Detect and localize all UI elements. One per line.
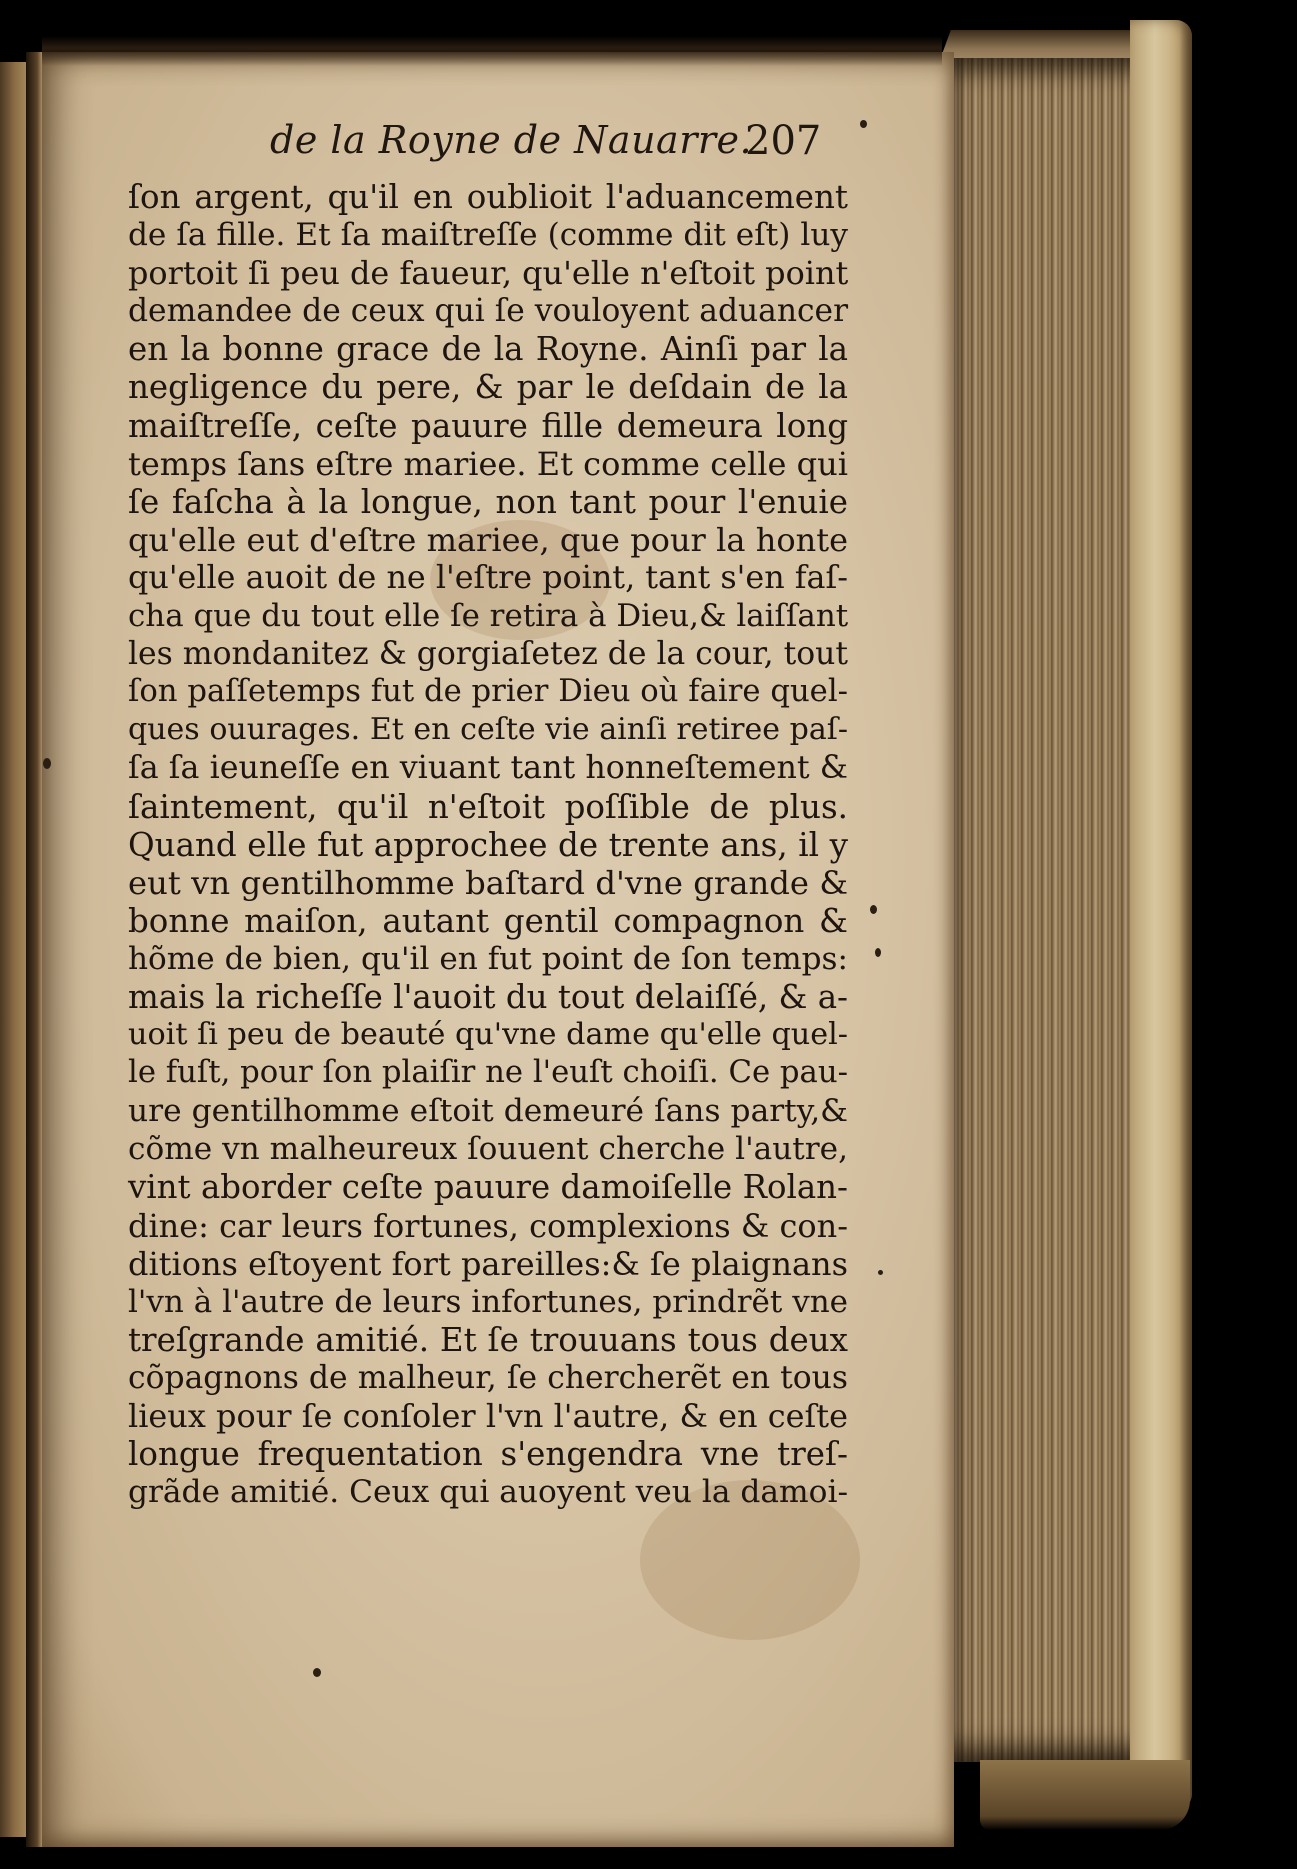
book-cover-board [1130,20,1192,1810]
text-line: le fuſt, pour ſon plaiſir ne l'euſt choiſi. Ce pau- [128,1055,848,1091]
text-line: cha que du tout elle ſe retira à Dieu,& laiſſant [128,598,849,635]
text-line: ſon argent, qu'il en oublioit l'aduancement [128,178,848,216]
text-line: qu'elle auoit de ne l'eſtre point, tant s'en faſ- [128,558,848,596]
text-line: ſaintement, qu'il n'eſtoit poſſible de plus. [128,787,848,826]
text-line: ure gentilhomme eſtoit demeuré ſans party,& [128,1093,848,1130]
text-line: portoit ſi peu de faueur, qu'elle n'eſtoit point [128,254,849,293]
ink-spot [860,120,867,128]
text-line: vint aborder ceſte pauure damoiſelle Rolan- [128,1168,848,1207]
text-line: lieux pour ſe conſoler l'vn l'autre, & en ceſte [128,1397,848,1435]
text-line: ditions eſtoyent fort pareilles:& ſe plaignans [128,1244,848,1283]
ink-spot [870,905,877,914]
text-line: mais la richeſſe l'auoit du tout delaiſſé, & a- [128,977,849,1016]
text-line: ſe faſcha à la longue, non tant pour l'enuie [128,482,848,521]
text-line: l'vn à l'autre de leurs infortunes, prindrẽt vne [128,1283,848,1320]
text-line: de ſa fille. Et ſa maiſtreſſe (comme dit eſt) luy [128,217,848,254]
text-line: dine: car leurs fortunes, complexions & con- [128,1206,848,1245]
page-number: 207 [745,118,822,164]
page-stack-fore-edge [942,58,1147,1762]
text-line: ques ouurages. Et en ceſte vie ainſi retiree paſ- [128,712,848,748]
previous-page-edge [0,62,26,1837]
text-line: Quand elle fut approchee de trente ans, il y [128,825,848,864]
ink-spot [875,948,881,957]
text-line: demandee de ceux qui ſe vouloyent aduancer [128,293,849,330]
text-line: cõme vn malheureux ſouuent cherche l'autre, [128,1131,848,1168]
text-line: temps ſans eſtre mariee. Et comme celle qui [128,444,848,483]
ink-spot [313,1668,321,1677]
binding-gutter [26,52,42,1847]
text-line: grãde amitié. Ceux qui auoyent veu la damoi- [128,1474,848,1511]
text-line: bonne maiſon, autant gentil compagnon & [128,901,848,940]
body-text [128,178,848,1511]
page-top-shadow [42,36,942,66]
ink-spot [43,758,51,769]
text-line: ſa ſa ieuneſſe en viuant tant honneſtement & [128,750,848,787]
text-line: uoit ſi peu de beauté qu'vne dame qu'elle quel- [128,1017,849,1053]
text-line: cõpagnons de malheur, ſe chercherẽt en tous [128,1359,848,1396]
text-line: eut vn gentilhomme baſtard d'vne grande & [128,863,848,902]
ink-spot [878,1270,883,1275]
text-line: les mondanitez & gorgiaſetez de la cour, tout [128,636,849,673]
text-line: longue frequentation s'engendra vne treſ- [128,1435,848,1474]
text-line: en la bonne grace de la Royne. Ainſi par la [128,330,848,369]
text-line: hõme de bien, qu'il en fut point de ſon temps: [128,940,848,977]
text-line: negligence du pere, & par le deſdain de la [128,368,848,407]
text-line: treſgrande amitié. Et ſe trouuans tous deux [128,1320,848,1359]
text-line: qu'elle eut d'eſtre mariee, que pour la honte [128,520,848,559]
text-line: ſon paſſetemps fut de prier Dieu où faire quel- [128,674,848,710]
text-line: maiſtreſſe, ceſte pauure fille demeura long [128,406,848,445]
book-cover-corner [980,1760,1190,1830]
running-head: de la Royne de Nauarre. [270,118,753,162]
